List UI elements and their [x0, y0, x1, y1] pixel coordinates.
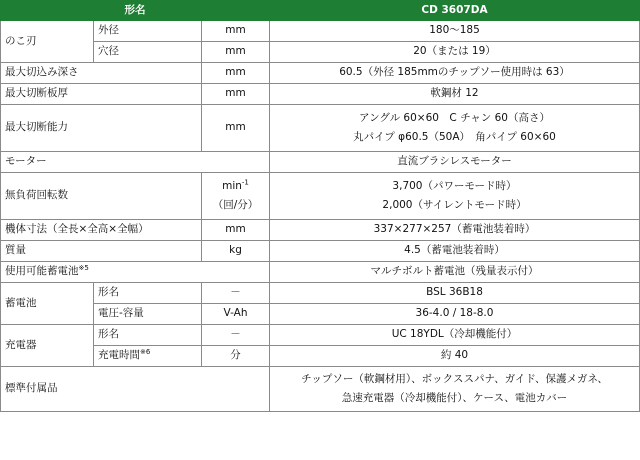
battery-voltage-label: 電圧-容量: [94, 304, 202, 325]
max-capacity-row: [1, 105, 640, 152]
charger-time-label-text: 充電時間: [98, 349, 140, 362]
accessories-row: [1, 367, 640, 412]
mass-label: 質量: [1, 241, 202, 262]
outer-diameter-value: 180～185: [270, 21, 640, 42]
mass-row: [1, 241, 640, 262]
battery-model-label: 形名: [94, 283, 202, 304]
header-name-label: 形名: [1, 1, 270, 21]
max-capacity-label: 最大切断能力: [1, 105, 202, 152]
outer-diameter-unit: mm: [202, 21, 270, 42]
bore-unit: mm: [202, 42, 270, 63]
speed-value2: 2,000（サイレントモード時）: [382, 199, 527, 211]
bore-value: 20（または 19）: [270, 42, 640, 63]
battery-model-row: [1, 283, 640, 304]
motor-row: [1, 152, 640, 173]
dimensions-unit: mm: [202, 220, 270, 241]
usable-battery-value: マルチボルト蓄電池（残量表示付）: [270, 262, 640, 283]
motor-value: 直流ブラシレスモーター: [270, 152, 640, 173]
speed-value1: 3,700（パワーモード時）: [392, 180, 517, 192]
max-capacity-line1: アングル 60×60 C チャン 60（高さ）: [359, 112, 550, 124]
speed-unit-line2: （回/分）: [212, 199, 259, 211]
charger-model-unit: －: [202, 325, 270, 346]
dimensions-label: 機体寸法（全長×全高×全幅）: [1, 220, 202, 241]
charger-time-unit: 分: [202, 346, 270, 367]
max-capacity-value: [270, 105, 640, 152]
battery-voltage-unit: V-Ah: [202, 304, 270, 325]
outer-diameter-label: 外径: [94, 21, 202, 42]
accessories-value: [270, 367, 640, 412]
battery-model-unit: －: [202, 283, 270, 304]
max-capacity-line2: 丸パイプ φ60.5（50A） 角パイプ 60×60: [353, 131, 556, 143]
max-plate-row: [1, 84, 640, 105]
mass-unit: kg: [202, 241, 270, 262]
max-plate-unit: mm: [202, 84, 270, 105]
usable-battery-row: [1, 262, 640, 283]
speed-unit-base: min: [222, 180, 242, 192]
charger-model-label: 形名: [94, 325, 202, 346]
speed-row: [1, 173, 640, 220]
bore-label: 穴径: [94, 42, 202, 63]
header-row: [1, 1, 640, 21]
charger-model-row: [1, 325, 640, 346]
accessories-line1: チップソー（軟鋼材用）、ボックススパナ、ガイド、保護メガネ、: [301, 373, 608, 385]
speed-unit: [202, 173, 270, 220]
dimensions-row: [1, 220, 640, 241]
charger-time-row: [1, 346, 640, 367]
battery-label: 蓄電池: [1, 283, 94, 325]
battery-voltage-row: [1, 304, 640, 325]
speed-value: [270, 173, 640, 220]
max-plate-label: 最大切断板厚: [1, 84, 202, 105]
usable-battery-label: [1, 262, 270, 283]
battery-voltage-value: 36-4.0 / 18-8.0: [270, 304, 640, 325]
speed-label: 無負荷回転数: [1, 173, 202, 220]
charger-time-label: [94, 346, 202, 367]
charger-label: 充電器: [1, 325, 94, 367]
charger-model-value: UC 18YDL（冷却機能付）: [270, 325, 640, 346]
max-depth-value: 60.5（外径 185mmのチップソー使用時は 63）: [270, 63, 640, 84]
speed-unit-line1: [206, 177, 265, 196]
max-depth-unit: mm: [202, 63, 270, 84]
saw-blade-outer-row: [1, 21, 640, 42]
saw-blade-bore-row: [1, 42, 640, 63]
battery-model-value: BSL 36B18: [270, 283, 640, 304]
header-model: CD 3607DA: [270, 1, 640, 21]
usable-battery-note: ※5: [78, 264, 89, 273]
dimensions-value: 337×277×257（蓄電池装着時）: [270, 220, 640, 241]
max-depth-row: [1, 63, 640, 84]
accessories-label: 標準付属品: [1, 367, 270, 412]
max-depth-label: 最大切込み深さ: [1, 63, 202, 84]
motor-label: モーター: [1, 152, 270, 173]
max-plate-value: 軟鋼材 12: [270, 84, 640, 105]
charger-time-note: ※6: [140, 348, 151, 357]
mass-value: 4.5（蓄電池装着時）: [270, 241, 640, 262]
saw-blade-label: のこ刃: [1, 21, 94, 63]
accessories-line2: 急速充電器（冷却機能付）、ケース、電池カバー: [341, 392, 568, 404]
speed-unit-exp: -1: [241, 178, 249, 187]
usable-battery-label-text: 使用可能蓄電池: [5, 265, 79, 278]
max-capacity-unit: mm: [202, 105, 270, 152]
charger-time-value: 約 40: [270, 346, 640, 367]
